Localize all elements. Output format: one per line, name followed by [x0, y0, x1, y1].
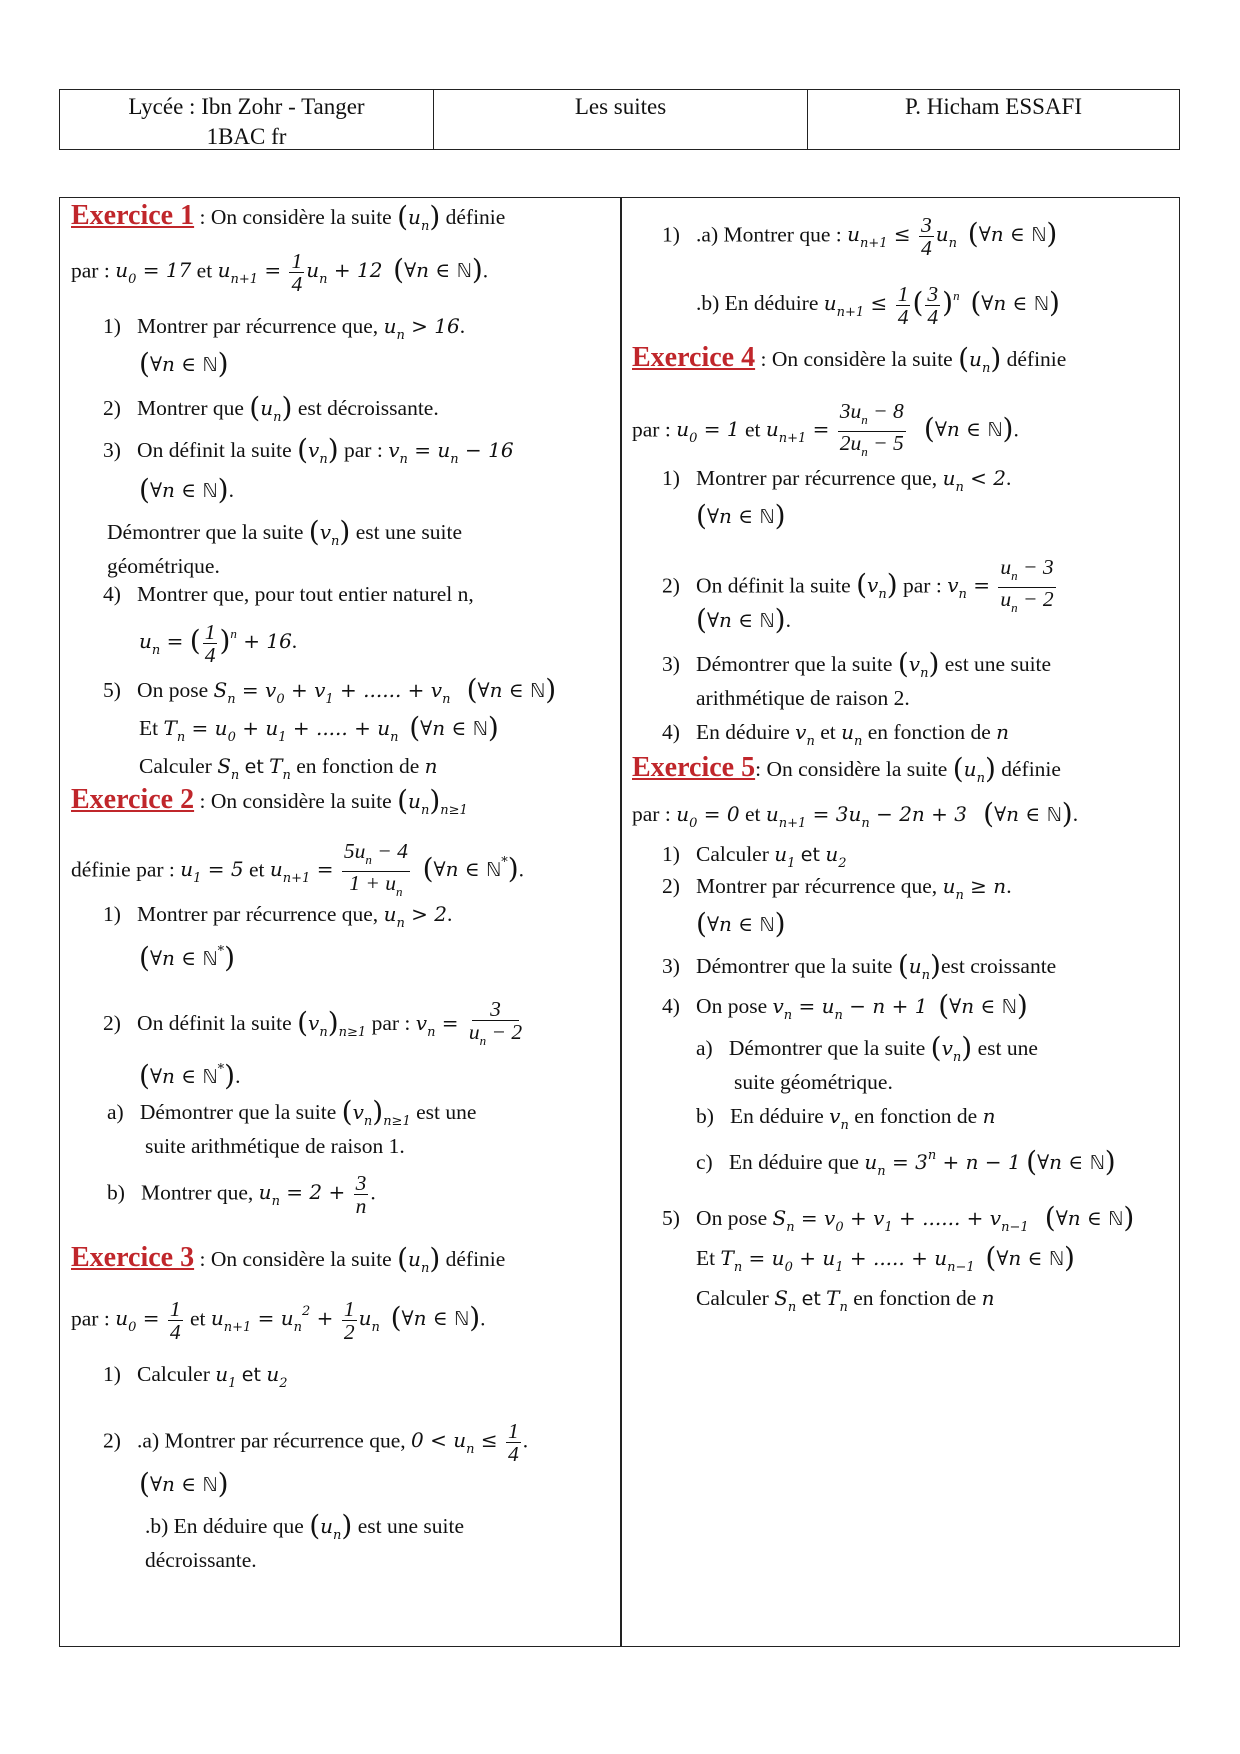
ex4-title: Exercice 4	[632, 342, 756, 373]
ex1-definition: par : $u_0 = 17$ et $u_{n+1}$ = $\frac{1}{4}$ $u_n + 12$ (∀n ∈ ℕ).	[71, 249, 489, 296]
ex4-definition: par : $u_0 = 1$ et $u_{n+1}$ = $\frac{3u_n - 8}{2u_n - 5}$ (∀n ∈ ℕ).	[632, 399, 1019, 459]
ex3-r1: 1) .a) Montrer que : $u_{n+1}$ ≤ $\frac{3}{4}$ $u_n$ (∀n ∈ ℕ)	[662, 213, 1058, 260]
ex2-qb: b) Montrer que, $u_n = 2$ + $\frac{3}{n}$ .	[107, 1171, 376, 1218]
school-name: Lycée : Ibn Zohr - Tanger	[128, 94, 365, 119]
ex3-r2: .b) En déduire $u_{n+1}$ ≤ $\frac{1}{4}$ ( $\frac{3}{4}$ )$^n$ (∀n ∈ ℕ)	[696, 281, 1060, 329]
ex2-title: Exercice 2	[71, 784, 195, 815]
ex3-definition: par : $u_0$ = $\frac{1}{4}$ et $u_{n+1} = u_n^2$ + $\frac{1}{2}$ $u_n$ (∀n ∈ ℕ).	[71, 1297, 486, 1344]
ex3-q1: 1) Calculer $u_1$ et $u_2$	[103, 1362, 288, 1391]
ex3-q2: 2) .a) Montrer par récurrence que, $0 < u_n$ ≤ $\frac{1}{4}$ .	[103, 1419, 529, 1466]
ex5-definition: par : $u_0 = 0$ et $u_{n+1} = 3u_n - 2n + 3$ (∀n ∈ ℕ).	[632, 797, 1079, 831]
ex4-heading: Exercice 4 : On considère la suite $(u_n)$ définie	[632, 342, 1067, 376]
ex2-qa: a) Démontrer que la suite $(v_n)_{n\ge 1}$ est une	[107, 1095, 477, 1129]
ex5-q1: 1) Calculer $u_1$ et $u_2$	[662, 842, 847, 871]
ex2-heading: Exercice 2 : On considère la suite $(u_n)_{n\ge 1}$	[71, 784, 468, 818]
ex5-title: Exercice 5	[632, 752, 756, 783]
header-teacher-cell	[808, 90, 1179, 149]
class-level: 1BAC fr	[206, 124, 287, 149]
ex5-q4: 4) On pose $v_n = u_n - n + 1$ (∀n ∈ ℕ)	[662, 989, 1028, 1023]
column-divider	[620, 197, 622, 1647]
worksheet-page: Lycée : Ibn Zohr - Tanger 1BAC fr Les suites P. Hicham ESSAFI Exercice 1 : On considère la suite $(u_n)$ définie par : $u_0 = 17$ et $u_{n+1}$ = $\frac{1}{4}$ $u_n + 12$ (∀n ∈ ℕ). 1) Montrer par récurrence que, $u_n > 16$. (∀n ∈ ℕ) 2) Montrer que $(u_n)$ est décroissante. 3) On définit la suite $(v_n)$ par : $v_n = u_n - 16$ (∀n ∈ ℕ). Démontrer que la suite $(v_n)$ est une suite géométrique. 4) Montrer que, pour tout entier naturel n, $u_n$ = ( $\frac{1}{4}$ )$^n$ + 16. 5) On pose $S_n = v_0 + v_1$ + ...... + $v_n$ (∀n ∈ ℕ) Et $T_n = u_0 + u_1$ + ..... + $u_n$ (∀n ∈ ℕ) Calculer $S_n$ et $T_n$ en fonction de n Exercice 2 : On considère la suite $(u_n)_{n\ge 1}$ définie par : $u_1 = 5$ et $u_{n+1}$ = $\frac{5u_n - 4}{1 + u_n}$ (∀n ∈ ℕ*). 1) Montrer par récurrence que, $u_n > 2$. (∀n ∈ ℕ*) 2) On définit la suite $(v_n)_{n\ge 1}$ par : $v_n$ = $\frac{3}{u_n - 2}$ (∀n ∈ ℕ*). a) Démontrer que la suite $(v_n)_{n\ge 1}$ est une suite arithmétique de raison 1. b) Montrer que, $u_n = 2$ + $\frac{3}{n}$ . Exercice 3 : On considère la suite $(u_n)$ définie par : $u_0$ = $\frac{1}{4}$ et $u_{n+1} = u_n^2$ + $\frac{1}{2}$ $u_n$ (∀n ∈ ℕ). 1) Calculer $u_1$ et $u_2$ 2) .a) Montrer par récurrence que, $0 < u_n$ ≤ $\frac{1}{4}$ . (∀n ∈ ℕ) .b) En déduire que $(u_n)$ est une suite décroissante. 1) .a) Montrer que : $u_{n+1}$ ≤ $\frac{3}{4}$ $u_n$ (∀n ∈ ℕ) .b) En déduire $u_{n+1}$ ≤ $\frac{1}{4}$ ( $\frac{3}{4}$ )$^n$ (∀n ∈ ℕ) Exercice 4 : On considère la suite $(u_n)$ définie par : $u_0 = 1$ et $u_{n+1}$ = $\frac{3u_n - 8}{2u_n - 5}$ (∀n ∈ ℕ). 1) Montrer par récurrence que, $u_n < 2$. (∀n ∈ ℕ) 2) On définit la suite $(v_n)$ par : $v_n$ = $\frac{u_n - 3}{u_n - 2}$ (∀n ∈ ℕ). 3) Démontrer que la suite $(v_n)$ est une suite arithmétique de raison 2. 4) En déduire $v_n$ et $u_n$ en fonction de n Exercice 5: On considère la suite $(u_n)$ définie par : $u_0 = 0$ et $u_{n+1} = 3u_n - 2n + 3$ (∀n ∈ ℕ). 1) Calculer $u_1$ et $u_2$ 2) Montrer par récurrence que, $u_n \ge n$. (∀n ∈ ℕ) 3) Démontrer que la suite $(u_n)est$ croissante 4) On pose $v_n = u_n - n + 1$ (∀n ∈ ℕ) a) Démontrer que la suite $(v_n)$ est une suite géométrique. b) En déduire $v_n$ en fonction de n c) En déduire que $u_n = 3^n + n - 1$ (∀n ∈ ℕ) 5) On pose $S_n = v_0 + v_1$ + ...... + $v_{n-1}$ (∀n ∈ ℕ) Et $T_n = u_0 + u_1$ + ..... + $u_{n-1}$ (∀n ∈ ℕ) Calculer $S_n$ et $T_n$ en fonction de n	[0, 0, 1240, 1754]
ex4-q4: 4) En déduire $v_n$ et $u_n$ en fonction de n	[662, 720, 1010, 749]
worksheet-title: Les suites	[574, 94, 667, 119]
ex2-q1: 1) Montrer par récurrence que, $u_n > 2$.	[103, 902, 453, 931]
ex5-q2: 2) Montrer par récurrence que, $u_n \ge n$.	[662, 874, 1012, 903]
ex3-title: Exercice 3	[71, 1242, 195, 1273]
ex5-qb: b) En déduire $v_n$ en fonction de n	[696, 1104, 996, 1133]
ex4-q3: 3) Démontrer que la suite $(v_n)$ est une suite	[662, 647, 1052, 681]
ex1-q5: 5) On pose $S_n = v_0 + v_1$ + ...... + $v_n$ (∀n ∈ ℕ)	[103, 673, 557, 707]
ex4-q2: 2) On définit la suite $(v_n)$ par : $v_n$ = $\frac{u_n - 3}{u_n - 2}$	[662, 555, 1054, 615]
ex1-title: Exercice 1	[71, 200, 195, 231]
ex4-q1: 1) Montrer par récurrence que, $u_n < 2$.	[662, 466, 1012, 495]
ex2-q2: 2) On définit la suite $(v_n)_{n\ge 1}$ par : $v_n$ = $\frac{3}{u_n - 2}$	[103, 997, 523, 1048]
header-school-cell	[60, 90, 434, 149]
ex1-q3: 3) On définit la suite $(v_n)$ par : $v_n = u_n - 16$	[103, 433, 514, 467]
ex5-q3: 3) Démontrer que la suite $(u_n)est$ croissante	[662, 949, 1057, 983]
ex2-definition: définie par : $u_1 = 5$ et $u_{n+1}$ = $\frac{5u_n - 4}{1 + u_n}$ (∀n ∈ ℕ*).	[71, 839, 525, 899]
ex5-qc: c) En déduire que $u_n = 3^n + n - 1$ (∀n ∈ ℕ)	[696, 1145, 1116, 1179]
ex5-q5: 5) On pose $S_n = v_0 + v_1$ + ...... + $v_{n-1}$ (∀n ∈ ℕ)	[662, 1201, 1135, 1235]
ex3-heading: Exercice 3 : On considère la suite $(u_n)$ définie	[71, 1242, 506, 1276]
header-title-cell	[434, 90, 808, 149]
header-table	[59, 89, 1180, 150]
ex5-qa: a) Démontrer que la suite $(v_n)$ est une	[696, 1031, 1038, 1065]
ex1-q2: 2) Montrer que $(u_n)$ est décroissante.	[103, 391, 439, 425]
ex1-q4: 4) Montrer que, pour tout entier naturel n,	[103, 582, 474, 606]
ex1-q1: 1) Montrer par récurrence que, $u_n > 16$.	[103, 314, 466, 343]
ex5-heading: Exercice 5: On considère la suite $(u_n)$ définie	[632, 752, 1061, 786]
teacher-name: P. Hicham ESSAFI	[905, 94, 1082, 119]
ex1-heading: Exercice 1 : On considère la suite $(u_n)$ définie	[71, 200, 506, 234]
